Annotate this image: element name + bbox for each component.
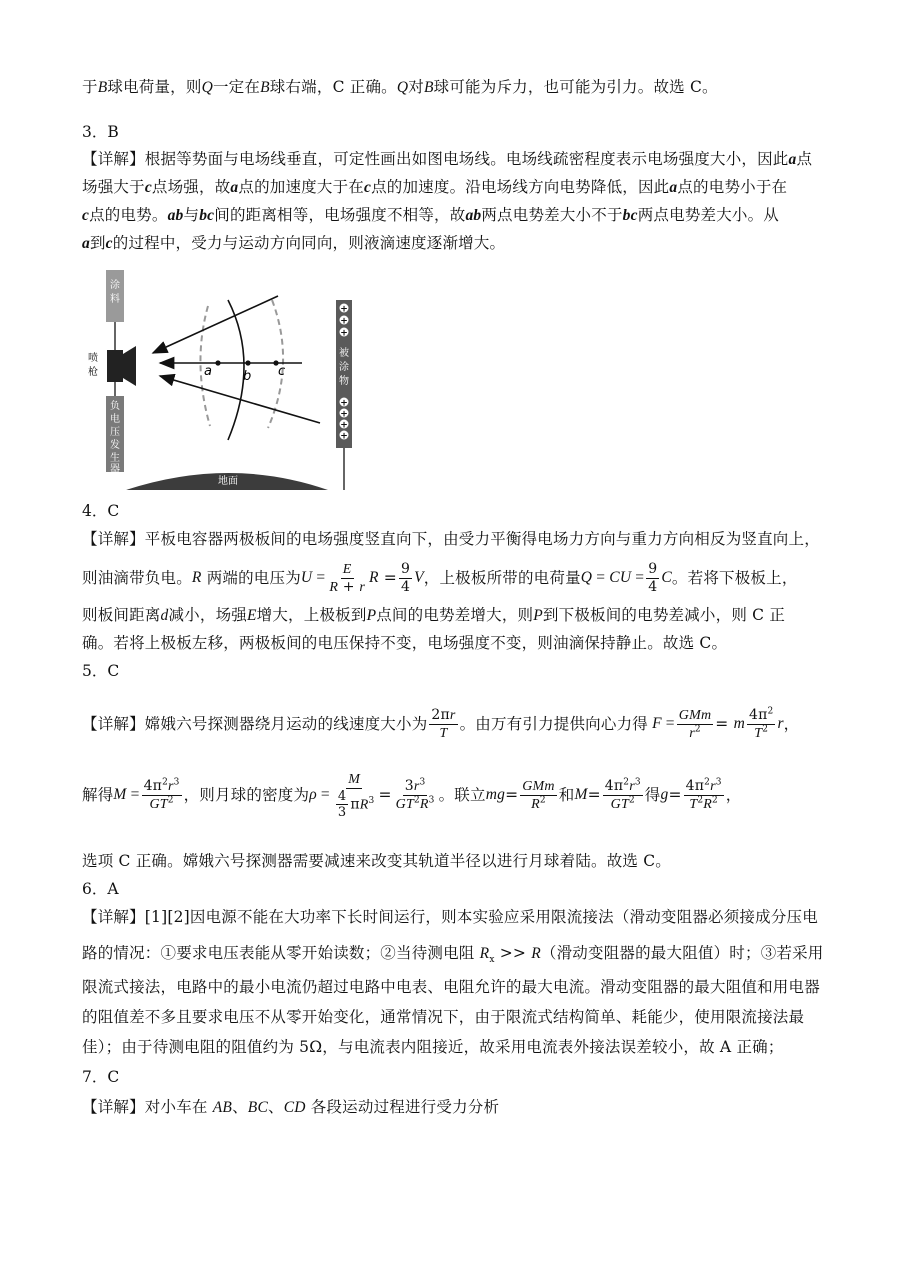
text-line: 选项 C 正确。嫦娥六号探测器需要减速来改变其轨道半径以进行月球着陆。故选 C。 [82,852,672,870]
paint-label-1: 涂 [110,280,120,291]
svg-text:负: 负 [110,401,120,412]
text-line: a到c的过程中，受力与运动方向同向，则液滴速度逐渐增大。 [82,234,506,252]
point-b [245,360,250,365]
field-line-top [153,296,278,353]
text-line: 【详解】根据等势面与电场线垂直，可定性画出如图电场线。电场线疏密程度表示电场强度大小，因此a点 [82,150,813,168]
svg-text:被: 被 [339,348,349,359]
question-number: 7．C [82,1068,120,1086]
text-line: 的阻值差不多且要求电压不从零开始变化，通常情况下，由于限流式结构简单、耗能少，使用限流接法最 [82,1008,805,1026]
text-line: 场强大于c点场强，故a点的加速度大于在c点的加速度。沿电场线方向电势降低，因此a点的电势小于在 [82,178,788,196]
coated-object [336,300,352,448]
svg-text:枪: 枪 [88,367,98,378]
electrostatic-spray-figure [80,268,380,493]
text-line: 【详解】[1][2]因电源不能在大功率下长时间运行，则本实验应采用限流接法（滑动变阻器必须接成分压电 [82,908,818,926]
text-line: 于B球电荷量，则Q一定在B球右端，C 正确。Q对B球可能为斥力，也可能为引力。故选 C。 [82,78,718,96]
svg-text:+: + [340,409,348,420]
text-line: 【详解】平板电容器两极板间的电场强度竖直向下，由受力平衡得电场力方向与重力方向相反为竖直向上， [82,530,820,548]
text-line: c点的电势。ab与bc间的距离相等，电场强度不相等，故ab两点电势差大小不于bc两点电势差大小。从 [82,206,780,224]
svg-text:+: + [340,398,348,409]
svg-text:喷: 喷 [88,353,98,364]
question-number: 3．B [82,123,119,141]
svg-text:生: 生 [110,453,120,464]
question-number: 5．C [82,662,120,680]
svg-text:+: + [340,328,348,339]
svg-text:器: 器 [110,464,120,475]
svg-text:物: 物 [339,376,349,387]
text-line: 确。若将上极板左移，两极板间的电压保持不变，电场强度不变，则油滴保持静止。故选 C。 [82,634,728,652]
svg-text:+: + [340,420,348,431]
text-line: 路的情况：①要求电压表能从零开始读数；②当待测电阻 $R_x >> R$（滑动变阻器的最大阻值）时；③若采用 [82,944,824,966]
svg-text:压: 压 [110,427,120,438]
text-line: 解得 M = $\frac{4\pi^2r^3}{GT^2}$ ，则月球的密度为 ρ = M $\frac{4}{3}$ $\pi R^3$ = $\frac{3r^3}{GT^2R^3}$ 。联立 mg = $\frac{\text{GMm}}{R^2}$ 和 M = $\frac{4\pi^2r^3}{GT^2}$ 得 g = $\frac{4\pi^2r^3}{T^2R^2}$ ， [82,771,742,820]
question-number: 4．C [82,502,120,520]
spray-gun [88,346,136,386]
svg-text:发: 发 [110,440,120,451]
point-a [215,360,220,365]
svg-text:涂: 涂 [339,362,349,373]
text-line: 则板间距离d减小，场强E增大，上极板到P点间的电势差增大，则P到下极板间的电势差减小，则 C 正 [82,606,786,624]
field-line-bottom [160,376,320,423]
label-a: a [204,364,212,379]
text-line: 限流式接法，电路中的最小电流仍超过电路中电表、电阻允许的最大电流。滑动变阻器的最大阻值和用电器 [82,978,820,996]
paint-box [106,270,124,322]
svg-text:+: + [340,316,348,327]
svg-text:+: + [340,431,348,442]
question-number: 6．A [82,880,119,898]
voltage-generator [106,396,124,475]
text-line: 【详解】对小车在 AB、BC、CD 各段运动过程进行受力分析 [82,1098,500,1116]
text-line: 【详解】嫦娥六号探测器绕月运动的线速度大小为 $\frac{2\pi r}{T}$ 。由万有引力提供向心力得 F = $\frac{\text{GMm}}{r^2}$ = m $\frac{4\pi^2}{T^2}$ r ， [82,705,800,741]
svg-text:电: 电 [110,414,120,425]
equipotential-line-3 [228,300,244,440]
label-c: c [278,364,286,379]
paint-label-2: 料 [110,294,120,305]
svg-text:+: + [340,304,348,315]
text-line: 佳）；由于待测电阻的阻值约为 5Ω，与电流表内阻接近，故采用电流表外接法误差较小，故 A 正确； [82,1038,784,1056]
label-b: b [243,369,252,384]
text-line: 则油滴带负电。 R 两端的电压为 U = $\frac{E}{R + r}$ R = $\frac{9}{4}$ V ，上极板所带的电荷量 Q = CU = $\frac{9}{4}$ C 。若将下极板上， [82,560,798,595]
ground-label: 地面 [218,476,238,487]
